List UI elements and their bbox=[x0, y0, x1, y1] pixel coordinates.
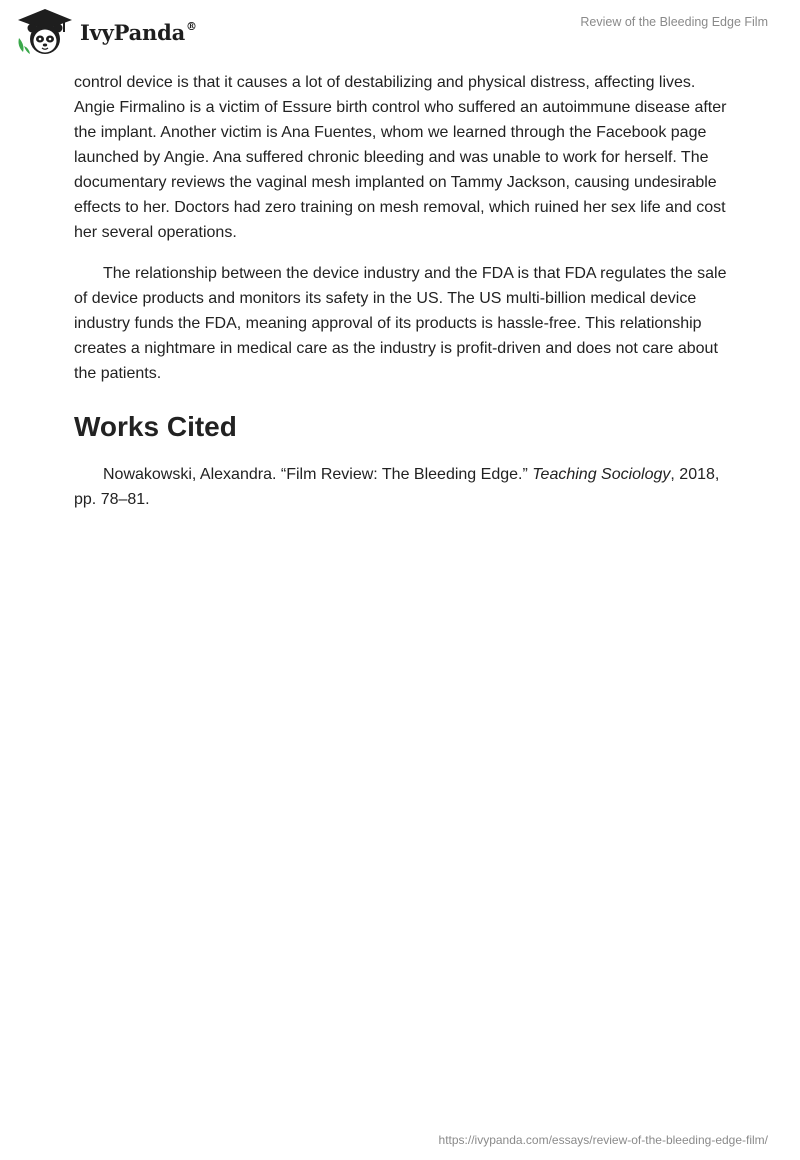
ivypanda-logo[interactable] bbox=[16, 8, 197, 56]
citation-entry bbox=[74, 462, 734, 512]
citation-details: , 2018, pp. 78–81. bbox=[74, 466, 720, 508]
body-paragraph-1: control device is that it causes a lot of destabilizing and physical distress, affecting lives. Angie Firmalino is a victim of Essure birth control who suffered an autoimmune disease after the implant. Another victim is Ana Fuentes, whom we learned through the Facebook page launched by Angie. Ana suffered chronic bleeding and was unable to work for herself. The documentary reviews the vaginal mesh implanted on Tammy Jackson, causing undesirable effects to her. Doctors had zero training on mesh removal, which ruined her sex life and cost her several operations. bbox=[74, 74, 727, 241]
running-title: Review of the Bleeding Edge Film bbox=[580, 15, 768, 29]
essay-content bbox=[74, 70, 734, 512]
page-header bbox=[0, 0, 800, 60]
logo-text: IvyPanda bbox=[80, 19, 186, 45]
body-paragraph-2: The relationship between the device industry and the FDA is that FDA regulates the sale of device products and monitors its safety in the US. The US multi-billion medical device industry funds the FDA, meaning approval of its products is hassle-free. This relationship creates a nightmare in medical care as the industry is profit-driven and does not care about the patients. bbox=[74, 265, 727, 382]
citation-author-title: Nowakowski, Alexandra. “Film Review: The Bleeding Edge.” bbox=[103, 466, 533, 483]
panda-graduate-icon bbox=[16, 8, 74, 56]
works-cited-heading: Works Cited bbox=[74, 411, 237, 442]
citation-journal: Teaching Sociology bbox=[532, 466, 671, 483]
footer-url[interactable]: https://ivypanda.com/essays/review-of-the-bleeding-edge-film/ bbox=[438, 1133, 768, 1147]
registered-mark: ® bbox=[186, 19, 197, 33]
logo-wordmark bbox=[80, 20, 197, 45]
